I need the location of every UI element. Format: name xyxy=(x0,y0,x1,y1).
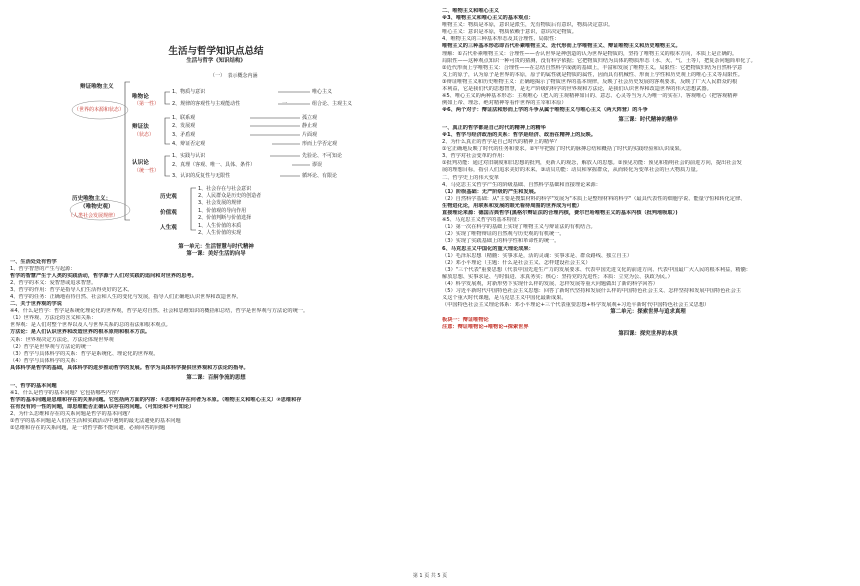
text-line: （中国特色社会主义理论体系：邓小平理论+三个代表重要思想+科学发展观+习近平新时代中国特色社会主义思想） xyxy=(442,302,710,309)
text-line: 一、哲学的基本问题 xyxy=(10,382,57,389)
item-social-existence: 1、社会存在与社会意识 xyxy=(198,185,252,192)
unit-heading-1: 第一单元：生活智慧与时代精神 xyxy=(178,243,254,250)
node-life-view: 人生观 xyxy=(160,224,177,231)
text-line: （1）阶级基础：无产阶级的产生和发展。 xyxy=(442,188,539,195)
lesson-3-body xyxy=(442,125,854,309)
node-social-law: （人类社会发展规律） xyxy=(68,212,119,219)
block-heading: 板块一：辩证唯物论 xyxy=(442,316,489,323)
text-line: 局限性——这种观点知识一种可贵的猜测，没有科学依据；它把物质归结为具体的物质形态（水、火、气、土等），把复杂问题简单化了。 xyxy=(442,57,756,64)
text-line: ①它正确地反映了时代的任务和要求。②牢牢把握了时代的脉搏总结和概括了时代的实践经验和认识成果。 xyxy=(442,146,685,153)
item-subjectivism: 组合论、主观主义 xyxy=(312,100,353,107)
text-line: （3）哲学与具体科学的关系：哲学是系统化、理论化的世界观。 xyxy=(10,350,159,357)
item-truth: 2、真理（客观、唯一、具体、条件） xyxy=(172,161,256,168)
node-epistemology: 认识论 xyxy=(132,159,149,166)
unit-heading-2: 第二单元：探索世界与追求真理 xyxy=(610,309,686,316)
node-history-view: 历史观 xyxy=(160,193,177,200)
item-development: 2、发展观 xyxy=(172,122,196,129)
text-line: 展的理想目标，指引人们追求美好的未来。③动员功能：动员和掌握群众，从而转化为变革社会的巨大物质力量。 xyxy=(442,167,701,174)
text-line: 二、唯物主义和唯心主义 xyxy=(442,8,500,14)
text-line: ※5、马克思主义哲学的基本特征： xyxy=(442,217,523,224)
text-line: 义上的原子，认为原子是世界的本原，原子的属性就是物质的属性，因而具有机械性、形而上学性和历史观上的唯心主义等局限性。 xyxy=(442,71,743,78)
knowledge-structure-subtitle: 生活与哲学《知识结构》 xyxy=(186,58,246,64)
text-line: 二、哲学史上的伟大变革 xyxy=(442,174,500,181)
page-footer: 第 1 页 共 5 页 xyxy=(412,573,448,579)
text-line: 关系：世界观决定方法论，方法论体现世界观 xyxy=(10,336,114,343)
node-dialectical-materialism: 辩证唯物主义 xyxy=(80,83,114,90)
item-life-value-realize: 2、人生价值的实现 xyxy=(198,229,242,236)
item-matter-consciousness: 1、物质与意识 xyxy=(172,88,206,95)
text-line: 3、哲学的作用：哲学是指导人们生活得更好的艺术。 xyxy=(10,286,133,293)
node-value-view: 价值观 xyxy=(160,209,177,216)
item-fallacy: 谬误 xyxy=(312,161,323,168)
text-line: 生物进化论，用联系和发展的眼光看待周围的世界成为可能） xyxy=(442,202,583,209)
text-line: ②近代形而上学唯物主义：合理性——在总结自然科学成就的基础上，丰富和发展了唯物主义。局限性：它把物质归结为自然科学意 xyxy=(442,64,743,71)
text-line: 例如上帝、理念、绝对精神等看作世界的主宰和本原） xyxy=(442,100,567,107)
text-line: 2、为什么真正的哲学是自己时代的精神上的精华？ xyxy=(442,139,560,146)
item-value-judgement: 2、价值判断与价值选择 xyxy=(198,214,252,221)
item-dash: 一 xyxy=(282,100,288,107)
materialism-section xyxy=(442,8,854,114)
lesson-heading-2: 第二课：百舸争流的思想 xyxy=(186,375,246,381)
lesson-heading-1: 第一课：美好生活的向导 xyxy=(186,251,246,257)
item-connection: 1、联系观 xyxy=(172,114,196,121)
text-line: 1、哲学智慧的产生与起源： xyxy=(10,265,76,272)
text-line: ①哲学的基本问题是人们在生活和实践活动中遇到的最无法避免的基本问题 xyxy=(10,417,181,424)
text-line: 理解：①古代朴素唯物主义：合理性——否认世界是神创造的认为世界是物质的，坚持了唯物主义的根本方向，本质上是正确的。 xyxy=(442,50,738,57)
text-line: 2、哲学的本义：爱智慧或追求智慧。 xyxy=(10,279,97,286)
lesson-heading-4: 第四课：探究世界的本质 xyxy=(618,331,678,338)
lesson-1-body xyxy=(10,259,422,373)
text-line: （4）科学发展观，对新形势下实现什么样的发展、怎样发展等重大问题做出了新的科学回答） xyxy=(442,280,658,287)
lesson-2-body xyxy=(10,383,422,433)
text-line: ※5、唯心主义的两种基本形态：主观唯心（把人的主观精神如目的、意志、心灵等当为人为唯一的实在）、客观唯心（把客观精神 xyxy=(442,93,738,100)
text-line: 本利益，它是我们代的思想智慧，是无产阶级的科学的世界观和方法论，是我们认识世界和改造世界的伟大思想武器。 xyxy=(442,86,712,93)
text-line: （2）邓小平理论（主题：什么是社会主义、怎样建设社会主义） xyxy=(442,259,591,266)
text-line: 义这个重大时代课题，是马克思主义中国化最新成果。 xyxy=(442,295,567,302)
node-first-nature: （第一性） xyxy=(134,100,160,107)
item-apriorism: 先验论、不可知论 xyxy=(302,152,343,159)
node-historical-materialism: 历史唯物主义： xyxy=(72,195,112,202)
node-world-origin: （世界的本源和状态） xyxy=(74,106,125,113)
text-line: 唯物主义：物质是本原，意识是派生，先有物质后有意识，物质决定意识。 xyxy=(442,22,614,29)
item-people-creators: 2、人民群众是历史的创造者 xyxy=(198,192,262,199)
node-state: （状态） xyxy=(134,131,155,138)
text-line: 一、生活处处有哲学 xyxy=(10,258,57,265)
text-line: 解放思想、实事求是、与时俱进、求真务实；核心：坚持党的先进性；本质：立党为公、执政为民。） xyxy=(442,273,673,280)
text-line: 二、关于世界观的学说 xyxy=(10,301,62,308)
text-line: 直接理论来源：德国古典哲学(黑格尔辩证法的合理内核，费尔巴哈唯物主义的基本内核（批判地吸取）) xyxy=(442,210,678,217)
item-contradiction: 3、矛盾观 xyxy=(172,131,196,138)
item-one-sided: 片面观 xyxy=(302,131,318,138)
text-line: 方法论：是人们认识世界和改造世界的根本原则和根本方法。 xyxy=(10,329,151,336)
text-line: （1）毛泽东思想（精髓：实事求是，活的灵魂：实事求是、群众路线、独立自主） xyxy=(442,252,633,259)
item-value-guide: 1、价值观的导向作用 xyxy=(198,207,247,214)
text-line: （4）哲学与具体科学的关系： xyxy=(10,357,81,364)
item-idealism: 唯心主义 xyxy=(312,88,333,95)
lesson-heading-3: 第三课：时代精神的精华 xyxy=(618,117,678,124)
text-line: （2）哲学是世界观与方法论的统一 xyxy=(10,343,92,350)
item-metaphysical-negation: 形而上学否定观 xyxy=(302,140,338,147)
item-cycle-theory: 循环论、有限论 xyxy=(302,172,338,179)
text-line: （3）"三个代表"重要思想（代表中国先进生产力的发展要求、代表中国先进文化的前进方向、代表中国最广大人民的根本利益，精髓： xyxy=(442,266,751,273)
node-materialism: 唯物论 xyxy=(132,93,149,100)
text-line: 6、马克思主义中国化的重大理论成果： xyxy=(442,245,534,252)
document-title: 生活与哲学知识点总结 xyxy=(168,46,264,57)
text-line: 唯物主义的三种基本形态即古代朴素唯物主义、近代形而上学唯物主义、辩证唯物主义和历史唯物主义。 xyxy=(442,43,681,50)
text-line: ※1、哲学与经济政治的关系：哲学是经济、政治在精神上的反映。 xyxy=(442,132,596,138)
item-life-value-essence: 1、人生价值的本质 xyxy=(198,222,242,229)
item-social-law: 3、社会发展的规律 xyxy=(198,199,242,206)
right-column xyxy=(442,8,854,339)
text-line: 4、哲学的任务：正确地看待自然、社会和人生的变化与发展，指导人们正确地认识世界和改造世界。 xyxy=(10,293,242,300)
text-line: 在有没有同一性的问题，即思维能否正确认识存在的问题。（可知论和不可知论） xyxy=(10,403,195,410)
mindmap-top-label: （一） 表示概念内涵 xyxy=(210,72,258,79)
text-line: （3）实现了实践基础上的科学性和革命性的统一。 xyxy=(442,238,560,245)
text-line: ※3、唯物主义和唯心主义的基本观点： xyxy=(442,15,534,22)
item-isolation: 孤立观 xyxy=(302,114,318,121)
text-line: 具体科学是哲学的基础，具体科学的进步推动哲学的发展。哲学为具体科学提供世界观和方法论的指导。 xyxy=(10,364,249,371)
text-line: 哲学的基本问题是思维和存在的关系问题。它包括两方面的内容：①思维和存在何者为本原。（唯物主义和唯心主义）②思维和存 xyxy=(10,396,302,403)
text-line: （2）实现了唯物辩证的自然观与历史观的有机统一。 xyxy=(442,231,565,238)
item-repetition: 3、认识的反复性与无限性 xyxy=(172,172,231,179)
text-line: ③辩证唯物主义和历史唯物主义：正确地揭示了物质世界的基本规律，反映了社会历史发展的客观要求，反映了广大人民群众的根 xyxy=(442,78,738,85)
node-dialectics: 辩证法 xyxy=(132,123,149,130)
text-line: ※6、两个对子：辩证法和形而上学的斗争从属于唯物主义与唯心主义（两大阵营）的斗争 xyxy=(442,107,648,114)
left-column xyxy=(10,8,422,432)
text-line: ※4、什么是哲学：哲学是系统化理论化的世界观，哲学是对自然、社会和思维知识的概括和总结，哲学是世界观与方法论的统一。 xyxy=(10,308,309,315)
item-practice: 1、实践与认识 xyxy=(172,152,206,159)
text-line: ②思维和存在的关系问题，是一切哲学都不能回避、必须回答的问题 xyxy=(10,425,166,432)
text-line: ※1、什么是哲学的基本问题？它包括哪些内容？ xyxy=(10,389,122,396)
node-historical-view-alt: （唯物史观） xyxy=(80,203,114,210)
text-line: （5）习近平新时代中国特色社会主义思想：回答了新时代坚持和发展什么样的中国特色社会主义、怎样坚持和发展中国特色社会主 xyxy=(442,288,741,295)
text-line: 哲学的智慧产生于人类的实践活动，哲学源于人们对实践的追问和对世界的思考。 xyxy=(10,272,197,279)
text-line: （2）自然科学基础：从"主要是搜集材料的科学"发展为"本质上是整理材料的科学"（最具代表性的细胞学说、能量守恒和转化定律、 xyxy=(442,195,746,202)
text-line: 3、哲学对社会变革的作用： xyxy=(442,153,508,160)
text-line: 4、马克思主义哲学产生的阶级基础、自然科学基础和直接理论来源： xyxy=(442,181,601,188)
text-line: ①批判功能：通过对旧制度和旧思想的批判，更新人的观念，解放人的思想。②预见功能：预见和指明社会的前进方向，提出社会发 xyxy=(442,160,742,167)
text-line: 唯心主义：意识是本原，物质依赖于意识，意识决定物质。 xyxy=(442,29,577,36)
text-line: （1）第一次在科学的基础上实现了唯物主义与辩证法的有机结合。 xyxy=(442,224,596,231)
item-static: 静止观 xyxy=(302,122,318,129)
item-negation: 4、辩证否定观 xyxy=(172,140,206,147)
note-line: 注意：辩证唯物论→唯物论→探索世界 xyxy=(442,323,529,330)
text-line: 2、为什么思维和存在的关系问题是哲学的基本问题？ xyxy=(10,410,133,417)
text-line: （1）世界观、方法论的含义和关系： xyxy=(10,315,97,322)
knowledge-mindmap xyxy=(10,70,422,238)
text-line: 世界观：是人们对整个世界以及人与世界关系的总的看法和根本观点。 xyxy=(10,322,171,329)
text-line: 一、真正的哲学都是自己时代的精神上的精华 xyxy=(442,124,546,131)
item-objective-law: 2、规律的客观性与主观能动性 xyxy=(172,100,241,107)
node-unity: （统一性） xyxy=(134,167,160,174)
text-line: 4、唯物主义的三种基本形态及其合理性、局限性： xyxy=(442,36,560,43)
